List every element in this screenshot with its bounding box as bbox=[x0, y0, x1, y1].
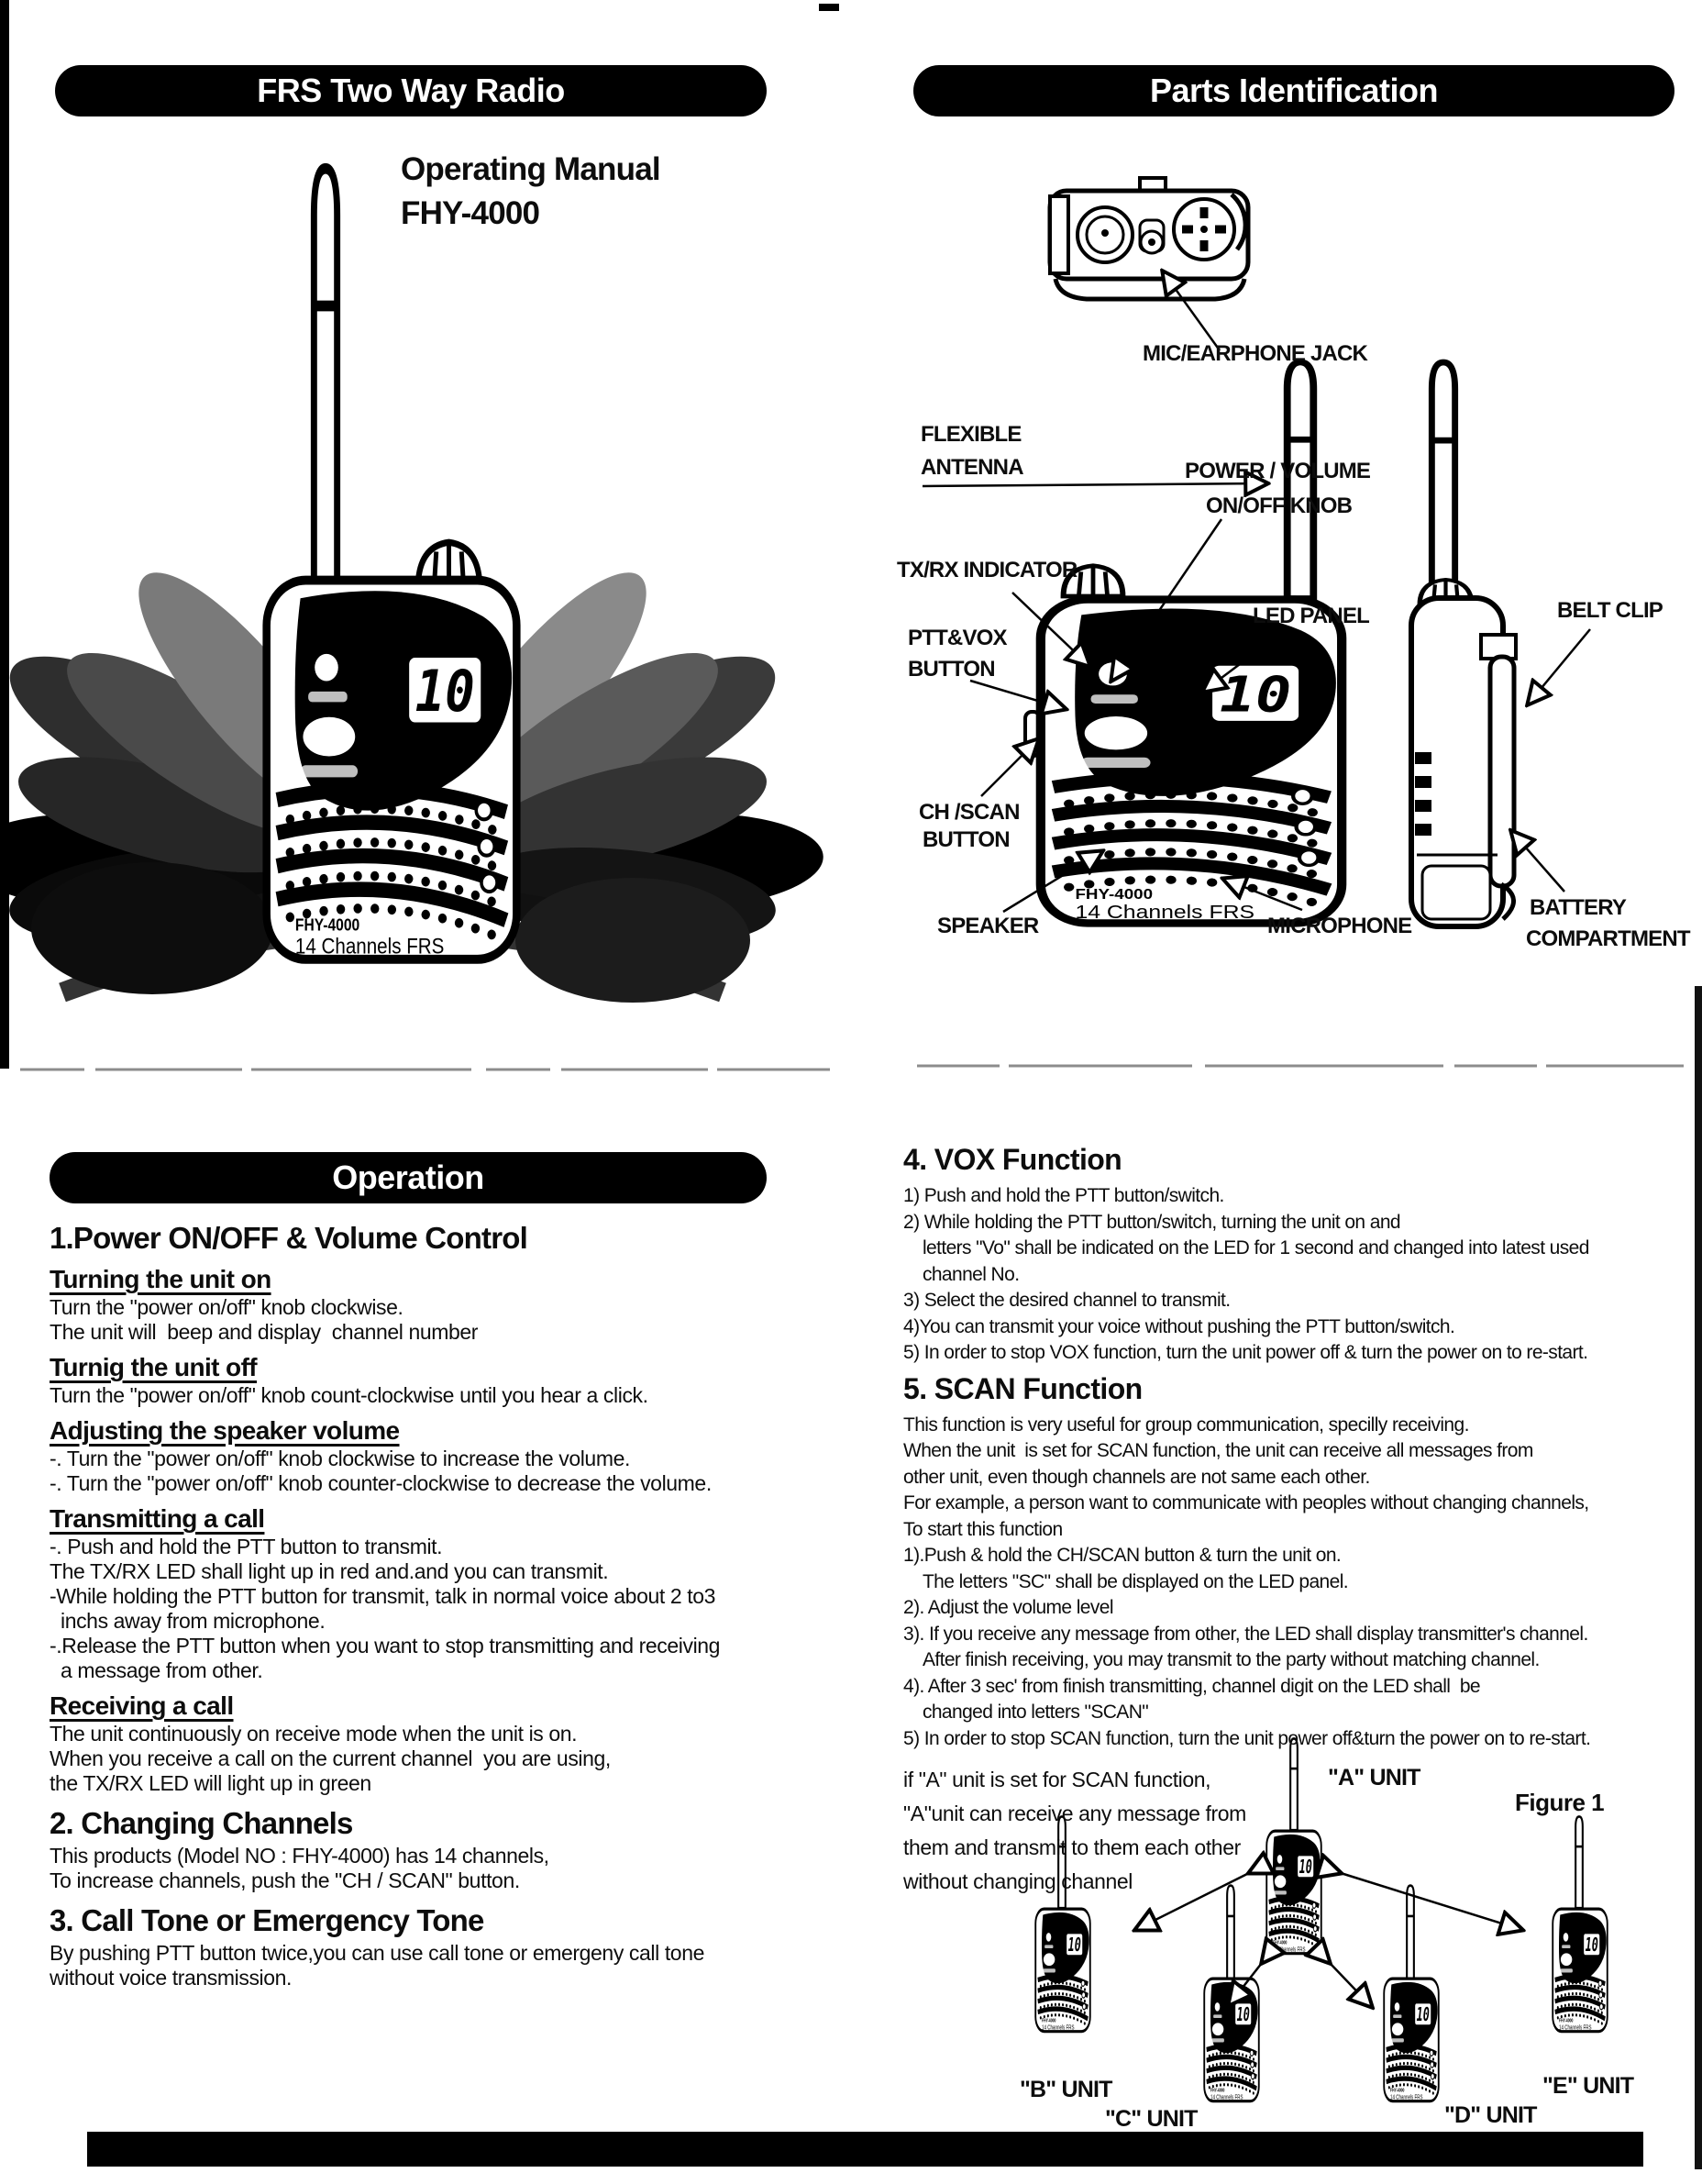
label-battery: BATTERY bbox=[1530, 895, 1627, 920]
text-line: After finish receiving, you may transmit to the party without matching channel. bbox=[903, 1649, 1540, 1670]
functions-column bbox=[903, 1139, 1697, 1752]
text-line: When the unit is set for SCAN function, the unit can receive all messages from bbox=[903, 1440, 1533, 1461]
label-belt-clip: BELT CLIP bbox=[1557, 598, 1663, 623]
text-line: Receiving a call bbox=[50, 1691, 234, 1720]
text-line: without changing channel bbox=[903, 1869, 1133, 1893]
banner-parts-identification bbox=[913, 65, 1674, 116]
text-line: -.Release the PTT button when you want to stop transmitting and receiving bbox=[50, 1634, 721, 1657]
text-line: For example, a person want to communicate with peoples without changing channels, bbox=[903, 1492, 1589, 1513]
line-art-layer: FHY-4000 14 Channels FRS bbox=[0, 0, 1702, 2184]
label-antenna: ANTENNA bbox=[921, 455, 1023, 480]
banner-label: Operation bbox=[332, 1159, 484, 1196]
text-line: The unit continuously on receive mode when the unit is on. bbox=[50, 1722, 578, 1746]
text-line: inchs away from microphone. bbox=[50, 1609, 326, 1633]
unit-b-radio bbox=[1035, 1909, 1090, 2032]
text-line: This products (Model NO : FHY-4000) has 14 channels, bbox=[50, 1844, 549, 1868]
text-line: 1).Push & hold the CH/SCAN button & turn the unit on. bbox=[903, 1545, 1342, 1566]
label-led-panel: LED PANEL bbox=[1253, 604, 1370, 628]
text-line: "A"unit can receive any message from bbox=[903, 1802, 1246, 1825]
figure-caption: Figure 1 bbox=[1515, 1789, 1605, 1816]
unit-e-label: "E" UNIT bbox=[1542, 2073, 1634, 2099]
text-line: channel No. bbox=[903, 1263, 1020, 1285]
banner-frs-two-way-radio bbox=[55, 65, 767, 116]
text-line: 2). Adjust the volume level bbox=[903, 1597, 1113, 1618]
text-line: 3. Call Tone or Emergency Tone bbox=[50, 1903, 484, 1937]
text-line: changed into letters "SCAN" bbox=[903, 1702, 1149, 1723]
parts-diagram bbox=[923, 178, 1590, 926]
label-power-volume: POWER / VOLUME bbox=[1185, 459, 1371, 483]
banner-label: FRS Two Way Radio bbox=[257, 72, 565, 109]
label-ch-scan-button: BUTTON bbox=[923, 827, 1010, 852]
operation-text bbox=[50, 1220, 783, 1990]
banner-operation bbox=[50, 1152, 767, 1203]
parts-radio-front bbox=[1041, 600, 1342, 924]
text-line: Transmitting a call bbox=[50, 1504, 265, 1533]
unit-e-radio bbox=[1553, 1909, 1608, 2032]
text-line: 5) In order to stop SCAN function, turn the unit power off&turn the power on to re-start. bbox=[903, 1727, 1591, 1749]
unit-c-label: "C" UNIT bbox=[1105, 2106, 1198, 2132]
text-line: other unit, even though channels are not same each other. bbox=[903, 1466, 1370, 1488]
text-line: 2. Changing Channels bbox=[50, 1806, 353, 1840]
unit-a-label: "A" UNIT bbox=[1328, 1765, 1420, 1790]
text-line: Turning the unit on bbox=[50, 1265, 271, 1293]
text-line: By pushing PTT button twice,you can use call tone or emergeny call tone bbox=[50, 1941, 704, 1965]
label-microphone: MICROPHONE bbox=[1267, 914, 1412, 938]
text-line: letters "Vo" shall be indicated on the LED for 1 second and changed into latest used bbox=[903, 1237, 1589, 1258]
manual-title: Operating Manual bbox=[401, 151, 660, 187]
label-ch-scan: CH /SCAN bbox=[919, 800, 1020, 825]
text-line: -. Turn the "power on/off" knob counter-clockwise to decrease the volume. bbox=[50, 1471, 712, 1495]
scan-example-note bbox=[903, 1763, 1270, 1899]
text-line: -. Push and hold the PTT button to transmit. bbox=[50, 1535, 443, 1558]
label-flexible: FLEXIBLE bbox=[921, 422, 1022, 447]
cover-illustration bbox=[0, 169, 825, 1003]
text-line: Turn the "power on/off" knob clockwise. bbox=[50, 1295, 403, 1319]
text-line: -. Turn the "power on/off" knob clockwise to increase the volume. bbox=[50, 1447, 630, 1470]
text-line: -While holding the PTT button for transmit, talk in normal voice about 2 to3 bbox=[50, 1584, 715, 1608]
scan-mark-top bbox=[819, 4, 839, 11]
scan-edge-left bbox=[0, 0, 9, 1069]
text-line: When you receive a call on the current channel you are using, bbox=[50, 1746, 611, 1770]
scan-bar-bottom bbox=[87, 2132, 1643, 2167]
unit-d-radio bbox=[1384, 1979, 1439, 2101]
label-onoff-knob: ON/OFF KNOB bbox=[1206, 493, 1353, 518]
text-line: The TX/RX LED shall light up in red and.and you can transmit. bbox=[50, 1559, 609, 1583]
text-line: To start this function bbox=[903, 1518, 1063, 1540]
text-line: the TX/RX LED will light up in green bbox=[50, 1771, 371, 1795]
text-line: 4)You can transmit your voice without pushing the PTT button/switch. bbox=[903, 1315, 1455, 1337]
manual-model: FHY-4000 bbox=[401, 195, 540, 231]
text-line: 1.Power ON/OFF & Volume Control bbox=[50, 1221, 527, 1255]
side-view-drawing bbox=[1411, 362, 1516, 926]
label-battery-compartment: COMPARTMENT bbox=[1526, 926, 1690, 951]
text-line: The letters "SC" shall be displayed on the LED panel. bbox=[903, 1570, 1349, 1592]
text-line: To increase channels, push the "CH / SCAN" button. bbox=[50, 1868, 520, 1892]
text-line: them and transmit to them each other bbox=[903, 1835, 1241, 1859]
text-line: 4). After 3 sec' from finish transmitting, channel digit on the LED shall be bbox=[903, 1675, 1480, 1697]
text-line: Adjusting the speaker volume bbox=[50, 1416, 400, 1445]
text-line: The unit will beep and display channel number bbox=[50, 1320, 479, 1344]
label-ptt-vox-button: BUTTON bbox=[908, 657, 995, 682]
text-line: This function is very useful for group communication, specilly receiving. bbox=[903, 1414, 1469, 1436]
label-mic-earphone-jack: MIC/EARPHONE JACK bbox=[1143, 341, 1368, 366]
text-line: 1) Push and hold the PTT button/switch. bbox=[903, 1185, 1224, 1206]
unit-d-label: "D" UNIT bbox=[1444, 2102, 1537, 2128]
text-line: 3) Select the desired channel to transmit. bbox=[903, 1290, 1231, 1311]
label-ptt-vox: PTT&VOX bbox=[908, 626, 1007, 650]
scan-function-title: 5. SCAN Function bbox=[903, 1371, 1143, 1405]
banner-label: Parts Identification bbox=[1149, 72, 1439, 109]
text-line: if "A" unit is set for SCAN function, bbox=[903, 1768, 1211, 1791]
label-txrx-indicator: TX/RX INDICATOR bbox=[897, 558, 1078, 582]
unit-c-radio bbox=[1204, 1979, 1259, 2101]
label-speaker: SPEAKER bbox=[937, 914, 1039, 938]
cover-radio bbox=[267, 581, 517, 959]
text-line: 3). If you receive any message from other, the LED shall display transmitter's channel. bbox=[903, 1623, 1588, 1645]
unit-b-label: "B" UNIT bbox=[1020, 2077, 1112, 2102]
vox-function-title: 4. VOX Function bbox=[903, 1143, 1122, 1176]
vox-function-steps bbox=[903, 1183, 1697, 1367]
unit-a-radio bbox=[1266, 1831, 1321, 1954]
text-line: without voice transmission. bbox=[50, 1966, 293, 1990]
text-line: 2) While holding the PTT button/switch, turning the unit on and bbox=[903, 1211, 1400, 1233]
cover-antenna bbox=[314, 169, 337, 588]
text-line: 5) In order to stop VOX function, turn the unit power off & turn the power on to re-start. bbox=[903, 1342, 1588, 1363]
scan-function-steps bbox=[903, 1413, 1697, 1753]
top-view-drawing bbox=[1050, 178, 1248, 299]
text-line: a message from other. bbox=[50, 1658, 263, 1682]
text-line: Turnig the unit off bbox=[50, 1353, 258, 1381]
text-line: Turn the "power on/off" knob count-clockwise until you hear a click. bbox=[50, 1383, 648, 1407]
